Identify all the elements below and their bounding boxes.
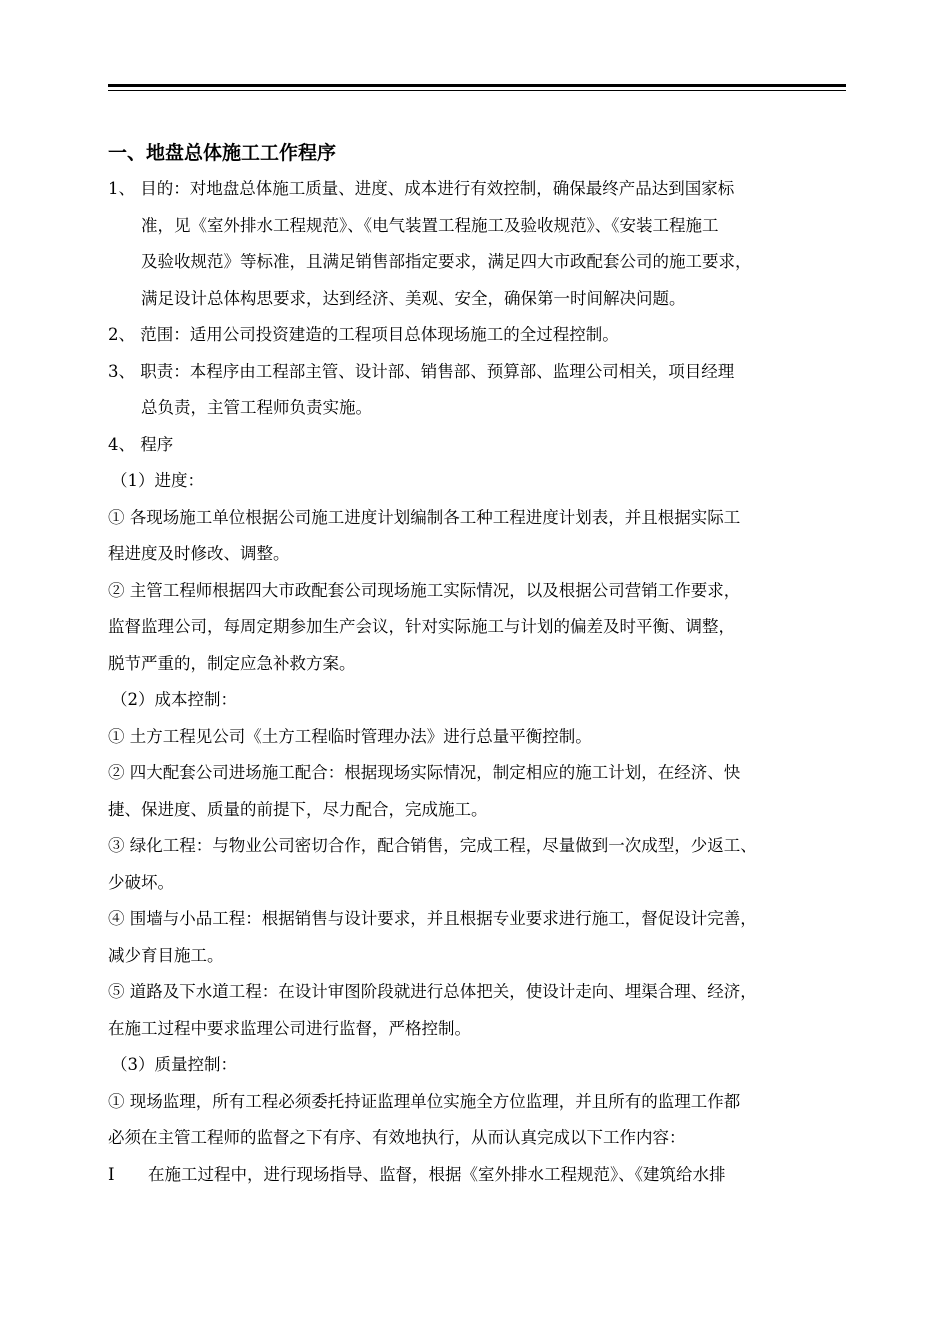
text-line: 1、 目的：对地盘总体施工质量、进度、成本进行有效控制，确保最终产品达到国家标 <box>108 179 735 198</box>
text-line: ② 主管工程师根据四大市政配套公司现场施工实际情况，以及根据公司营销工作要求， <box>108 580 741 600</box>
text-line: （2）成本控制： <box>111 690 237 709</box>
text-line: ② 四大配套公司进场施工配合：根据现场实际情况，制定相应的施工计划，在经济、快 <box>108 763 741 782</box>
text-line: 程进度及时修改、调整。 <box>108 544 290 563</box>
section-heading: 一、地盘总体施工工作程序 <box>108 142 337 164</box>
header-rule-thick <box>108 84 846 87</box>
text-line: 3、 职责：本程序由工程部主管、设计部、销售部、预算部、监理公司相关，项目经理 <box>108 361 735 381</box>
text-line: ① 各现场施工单位根据公司施工进度计划编制各工种工程进度计划表，并且根据实际工 <box>108 507 741 527</box>
text-line: ① 现场监理，所有工程必须委托持证监理单位实施全方位监理，并且所有的监理工作都 <box>108 1091 741 1111</box>
text-line: 监督监理公司，每周定期参加生产会议，针对实际施工与计划的偏差及时平衡、调整， <box>108 617 735 636</box>
text-line: 少破坏。 <box>108 872 174 892</box>
text-line: 捷、保进度、质量的前提下，尽力配合，完成施工。 <box>108 799 488 819</box>
roman-numeral-marker: Ⅰ <box>108 1164 115 1184</box>
text-line: ⑤ 道路及下水道工程：在设计审图阶段就进行总体把关，使设计走向、埋渠合理、经济， <box>108 982 757 1001</box>
text-line: 必须在主管工程师的监督之下有序、有效地执行，从而认真完成以下工作内容： <box>108 1128 686 1147</box>
text-line: ③ 绿化工程：与物业公司密切合作，配合销售，完成工程，尽量做到一次成型，少返工、 <box>108 836 757 855</box>
text-line: （3）质量控制： <box>111 1055 237 1074</box>
text-line: （1）进度： <box>111 471 204 490</box>
text-line: 减少育目施工。 <box>108 945 224 965</box>
header-rule-thin <box>108 90 846 91</box>
text-line: 4、 程序 <box>108 434 174 454</box>
paragraph-lines <box>108 171 858 1157</box>
text-line: 2、 范围：适用公司投资建造的工程项目总体现场施工的全过程控制。 <box>108 325 619 344</box>
text-line: ④ 围墙与小品工程：根据销售与设计要求，并且根据专业要求进行施工，督促设计完善， <box>108 909 757 928</box>
document-body <box>108 135 858 1193</box>
text-line: 满足设计总体构思要求，达到经济、美观、安全，确保第一时间解决问题。 <box>141 288 686 308</box>
text-line-roman <box>108 1157 858 1194</box>
text-line: 脱节严重的，制定应急补救方案。 <box>108 653 356 673</box>
text-line: 总负责，主管工程师负责实施。 <box>141 398 372 417</box>
text-line: 及验收规范》等标准，且满足销售部指定要求，满足四大市政配套公司的施工要求， <box>141 252 752 271</box>
text-line: ① 土方工程见公司《土方工程临时管理办法》进行总量平衡控制。 <box>108 726 592 746</box>
text-line: 在施工过程中要求监理公司进行监督，严格控制。 <box>108 1018 471 1038</box>
roman-line-text: 在施工过程中，进行现场指导、监督，根据《室外排水工程规范》、《建筑给水排 <box>148 1164 726 1184</box>
text-line: 准，见《室外排水工程规范》、《电气装置工程施工及验收规范》、《安装工程施工 <box>141 215 719 235</box>
